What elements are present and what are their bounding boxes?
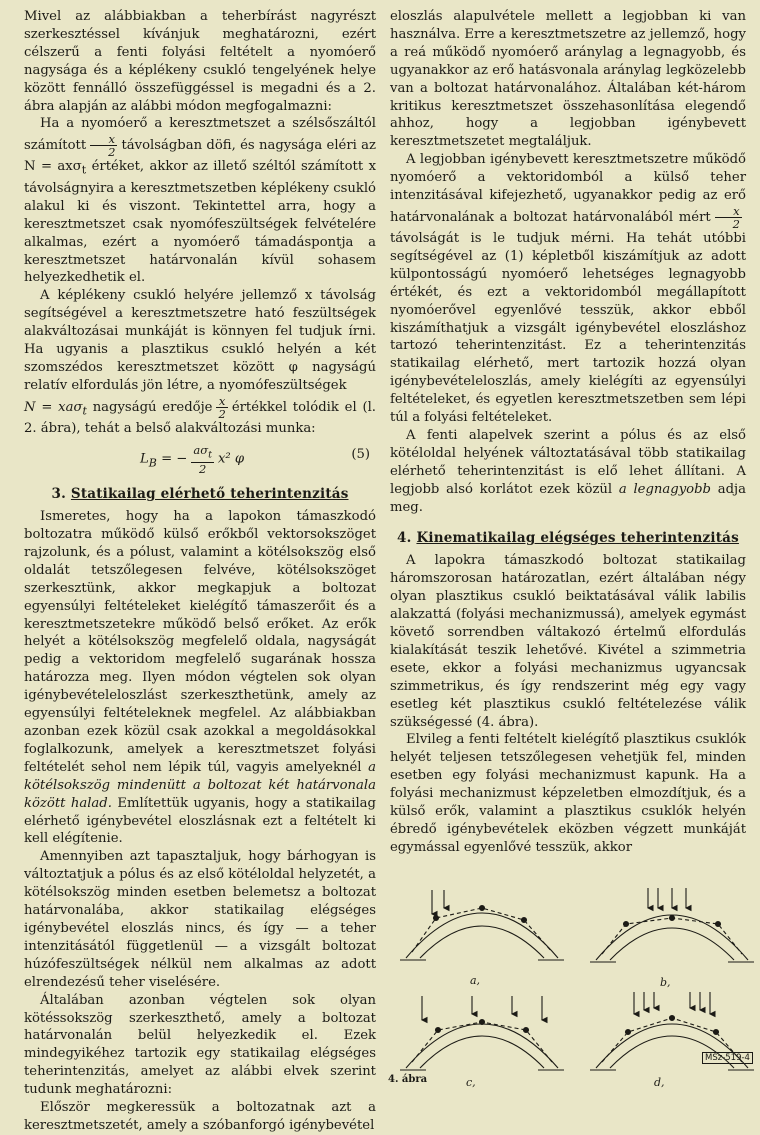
right-column xyxy=(390,8,746,857)
text: távolságát is le tudjuk mérni. Ha tehát utóbbi segítségével az (1) képletből kiszámítjuk az adott külpontosságú nyomóerő lehetséges legnagyobb értékét, és ezt a vektoridomból megállapított nyomóerővel egyenlővé tesszük, akkor ebből kiszámíthatjuk a vizsgált igénybevétel eloszláshoz tartozó teherintenzitást. Ez a teherintenzitás statikailag elérhető, mert tartozik hozzá olyan igénybevételeloszlás, amely kielégíti az egyensúlyi feltételeket, és egyetlen keresztmetszetben sem lépi túl a folyási feltételeket. xyxy=(390,230,746,426)
arch-inner xyxy=(420,926,544,958)
text: Amennyiben azt tapasztaljuk, hogy bárhogyan is változtatjuk a pólus és az első kötéloldal helyzetét, a kötélsokszög minden esetben belemetsz a boltozat határvonalába, akkor statikailag elégséges igénybevétel eloszlás nincs, és így — a teher intenzitásától függetlenül — a vizsgált boltozat húzófeszültségek nélkül nem alkalmas az adott elrendezésű teher viselésére. xyxy=(24,849,376,990)
text: A lapokra támaszkodó boltozat statikailag háromszorosan határozatlan, ezért általában négy olyan plasztikus csukló beiktatásával válik labilis alakzattá (folyási mechanizmussá), amelyek egymást követő sorrendben váltakozó értelmű elfordulás kialakítását teszik lehetővé. Kivétel a szimmetria esete, ekkor a folyási mechanizmus ugyancsak szimmetrikus, és így rendszerint még egy vagy esetleg két plasztikus csukló feltételezése válik szükségessé (4. ábra). xyxy=(390,553,746,730)
equation xyxy=(140,444,244,474)
fraction-numerator: x xyxy=(733,203,740,218)
arch-outer xyxy=(406,1024,558,1068)
italic-text: a legnagyobb xyxy=(618,481,711,497)
fraction-numerator: x xyxy=(108,132,116,147)
text: eloszlás alapulvétele mellett a legjobban ki van használva. Erre a keresztmetszetre az jellemző, hogy a reá működő nyomóerő aránylag a legnagyobb, és ugyanakkor az erő hatásvonala aránylag legközelebb van a boltozat határvonalához. Általában két-három kritikus keresztmetszet összehasonlítása elegendő ahhoz, hogy a legjobban igénybevett keresztmetszetet megtaláljuk. xyxy=(390,9,746,150)
panel-label: a, xyxy=(470,974,481,987)
figure-code: MSz-519-4 xyxy=(702,1052,753,1064)
text: Ismeretes, hogy ha a lapokon támaszkodó boltozatra működő külső erőkből vektorsokszöget rajzolunk, és a pólust, valamint a kötélsokszög első oldalát tetszőlegesen felvéve, kötélsokszöget szerkesztünk, akkor megkapjuk a boltozat egyensúlyi feltételeket kielégítő támaszerőit és a keresztmetszetekre működő belső erőket. Az erők helyét a kötélsokszög megfelelő oldala, nagyságát pedig a vektoridom megfelelő sugarának hossza határozza meg. Ilyen módon végtelen sok olyan igénybevételeloszlást szerkeszthetünk, amely az egyensúlyi feltételeknek megfelel. Az alábbiakban azonban ezek közül csak azokkal a megoldásokkal foglalkozunk, amelyek a keresztmetszet folyási feltételét sehol nem lépik túl, vagyis amelyeknél xyxy=(24,509,376,775)
paragraph xyxy=(390,552,746,731)
equation-number: (5) xyxy=(351,447,370,463)
hinge xyxy=(524,1028,529,1033)
panel-a xyxy=(400,890,564,960)
hinge xyxy=(480,1020,485,1025)
subscript: t xyxy=(81,163,87,177)
panel-c xyxy=(400,996,564,1070)
hinge xyxy=(436,1028,441,1033)
heading-number: 4. xyxy=(397,530,412,547)
heading-number: 3. xyxy=(51,486,66,503)
hinge xyxy=(434,916,439,921)
panel-label: d, xyxy=(654,1076,665,1089)
heading-text: Statikailag elérhető teherintenzitás xyxy=(70,486,349,503)
fraction-numerator: x xyxy=(218,393,226,408)
paragraph xyxy=(24,848,376,991)
text: A fenti alapelvek szerint a pólus és az első kötéloldal helyének változtatásával több statikailag elérhető teherintenzitást is elő lehet állítani. A legjobb alsó korlátot ezek közül xyxy=(390,427,746,497)
hinge xyxy=(670,1016,675,1021)
eq-sign: = − xyxy=(161,451,188,467)
hinge xyxy=(480,906,485,911)
figure-caption: 4. ábra xyxy=(388,1074,428,1085)
fraction xyxy=(90,133,117,158)
paragraph xyxy=(24,992,376,1099)
paragraph xyxy=(390,8,746,151)
fraction xyxy=(715,205,742,230)
paragraph xyxy=(390,427,746,517)
paragraph xyxy=(24,8,376,115)
arch-inner xyxy=(420,1036,544,1068)
hinge xyxy=(716,922,721,927)
panel-b xyxy=(590,888,754,962)
paragraph xyxy=(24,115,376,287)
hinge xyxy=(670,916,675,921)
arch-outer xyxy=(406,913,558,958)
section-heading-4 xyxy=(390,530,746,548)
text: Ha a nyomóerő a keresztmetszet a szélsőszáltól számított xyxy=(24,116,376,154)
hinge xyxy=(624,922,629,927)
num-text: aσ xyxy=(193,443,209,458)
fraction xyxy=(191,444,214,474)
equation-5 xyxy=(24,438,376,476)
paragraph xyxy=(24,287,376,438)
eq-rhs: x² φ xyxy=(217,451,245,467)
subscript: t xyxy=(208,449,212,461)
paragraph xyxy=(24,508,376,848)
section-heading-3 xyxy=(24,486,376,504)
left-column xyxy=(24,8,376,1135)
subscript: B xyxy=(148,456,157,470)
text: adja meg. xyxy=(390,481,747,515)
fraction-denominator: 2 xyxy=(90,145,117,158)
heading-text: Kinematikailag elégséges teherintenzitás xyxy=(416,530,739,547)
text: értékkel tolódik el (l. 2. ábra), tehát a belső alakváltozási munka: xyxy=(24,399,377,437)
hinge xyxy=(522,918,527,923)
formula-line xyxy=(24,395,376,438)
arch-outer xyxy=(596,915,748,960)
text: Mivel az alábbiakban a teherbírást nagyrészt szerkesztéssel kívánjuk meghatározni, ezért célszerű a fenti folyási feltételt a nyomóerő nagysága és a képlékeny csukló tengelyének helye között fennálló összefüggéssel is megadni és a 2. ábra alapján az alábbi módon megfogalmazni: xyxy=(24,9,376,114)
text: Elvileg a fenti feltételt kielégítő plasztikus csuklók helyét teljesen tetszőlegesen vehetjük fel, minden esetben egy folyási mechanizmust kapunk. Ha a folyási mechanizmust képzeletben elmozdítjuk, és a külső erők, valamint a plasztikus csuklók helyén ébredő igénybevételek eközben végzett munkáját egymással egyenlővé tesszük, akkor xyxy=(390,732,746,855)
fraction-denominator: 2 xyxy=(218,406,226,421)
hinge xyxy=(714,1030,719,1035)
italic-text: a kötélsokszög mindenütt a boltozat két határvonala között halad. xyxy=(24,759,376,811)
text: A képlékeny csukló helyére jellemző x távolság segítségével a keresztmetszetre ható feszültségek alakváltozásai munkáját is könnyen fel tudjuk írni. Ha ugyanis a plasztikus csukló helyén a két szomszédos keresztmetszet között φ nagyságú relatív elfordulás jön létre, a nyomófeszültségek xyxy=(24,288,376,393)
text: Említettük ugyanis, hogy a statikailag elérhető igénybevétel eloszlásnak ezt a feltételt ki kell elégítenie. xyxy=(24,795,376,847)
panel-label: c, xyxy=(466,1076,476,1089)
panel-label: b, xyxy=(660,976,671,989)
eq-lhs: L xyxy=(140,451,149,467)
text: A legjobban igénybevett keresztmetszetre működő nyomóerő a vektoridomból a külső teher intenzitásával kifejezhető, ugyanakkor pedig az erő határvonalának a boltozat határvonalából mért xyxy=(390,152,746,225)
text: nagyságú eredője xyxy=(92,399,213,415)
paragraph xyxy=(24,1099,376,1135)
text: Általában azonban végtelen sok olyan kötéssokszög szerkeszthető, amely a boltozat határvonalán belül helyezkedik el. Ezek mindegyikéhez tartozik egy statikailag elégséges teherintenzitás, amelyet az alábbi elvek szerint tudunk meghatározni: xyxy=(24,992,376,1098)
paragraph xyxy=(390,731,746,856)
formula: N = xaσ xyxy=(24,399,83,415)
text: Először megkeressük a boltozatnak azt a keresztmetszetét, amely a szóbanforgó igénybevétel xyxy=(24,1100,376,1133)
fraction-denominator: 2 xyxy=(191,462,214,475)
text: értéket, akkor az illető széltól számított x távolságnyira a keresztmetszetben képlékeny csukló alakul ki és viszont. Tekintettel arra, hogy a keresztmetszet csak nyomófeszültségek felvételére alkalmas, ezért a nyomóerő támadáspontja a keresztmetszet határvonalán kívül sohasem helyezkedhetik el. xyxy=(24,159,377,286)
fraction-denominator: 2 xyxy=(715,217,742,230)
fraction-numerator xyxy=(191,444,214,461)
arch-inner xyxy=(610,928,734,960)
paragraph xyxy=(390,151,746,427)
subscript: t xyxy=(82,404,87,418)
fraction xyxy=(216,395,227,420)
text: távolságban döfi, és nagysága eléri az N = axσ xyxy=(24,138,376,175)
hinge xyxy=(626,1030,631,1035)
